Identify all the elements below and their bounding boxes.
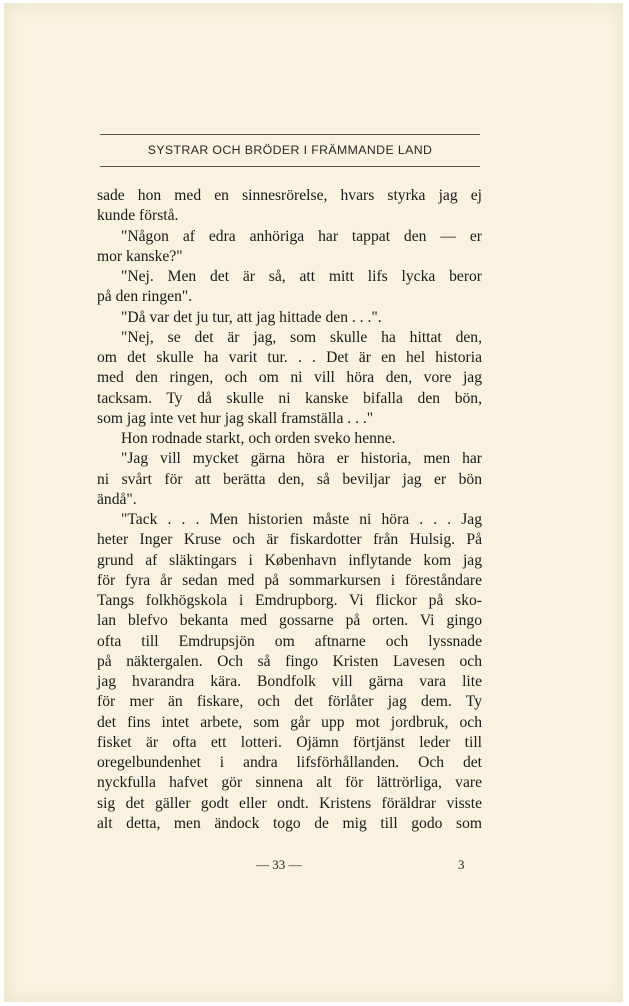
running-header: SYSTRAR OCH BRÖDER I FRÄMMANDE LAND xyxy=(147,143,433,157)
text-line: "Då var det ju tur, att jag hittade den . . .". xyxy=(121,308,382,326)
text-line: heter Inger Kruse och är fiskardotter från Hulsig. På xyxy=(97,531,482,549)
text-line: fisket är ofta ett lotteri. Ojämn förtjänst leder till xyxy=(97,733,482,751)
text-line: Hon rodnade starkt, och orden sveko henne. xyxy=(121,430,396,447)
text-line: "Jag vill mycket gärna höra er historia, men har xyxy=(121,450,482,468)
text-line: jag hvarandra kära. Bondfolk vill gärna vara lite xyxy=(97,673,482,690)
text-line: ni svårt för att berätta den, så beviljar jag er bön xyxy=(97,470,482,488)
text-line: på näktergalen. Och så fingo Kristen Lavesen och xyxy=(97,652,482,670)
text-line: oregelbundenhet i andra lifsförhållanden. Och det xyxy=(97,754,482,771)
text-line: med den ringen, och om ni vill höra den, vore jag xyxy=(97,369,482,387)
body-text xyxy=(97,186,482,834)
text-line: ofta till Emdrupsjön om aftnarne och lyssnade xyxy=(97,632,482,650)
text-line: nyckfulla hafvet gör sinnena alt för lättrörliga, vare xyxy=(97,774,482,792)
text-line: Tangs folkhögskola i Emdrupborg. Vi flickor på sko- xyxy=(97,592,482,609)
text-line: lan blefvo bekanta med gossarne på orten. Vi gingo xyxy=(97,612,482,630)
text-line: kunde förstå. xyxy=(97,207,179,225)
text-line: om det skulle ha varit tur. . . Det är en hel historia xyxy=(97,349,482,366)
text-line: sig det gäller godt eller ondt. Kristens föräldrar visste xyxy=(97,794,482,812)
text-line: det fins intet arbete, som går upp mot jordbruk, och xyxy=(97,713,482,731)
text-line: tacksam. Ty då skulle ni kanske bifalla den bön, xyxy=(97,389,482,407)
book-page xyxy=(4,3,623,1002)
text-line: "Någon af edra anhöriga har tappat den — er xyxy=(121,227,482,245)
text-line: "Tack . . . Men historien måste ni höra . . . Jag xyxy=(121,511,482,528)
text-line: alt detta, men ändock togo de mig till godo som xyxy=(97,814,482,832)
page-number: — 33 — xyxy=(256,857,302,872)
signature-mark: 3 xyxy=(458,857,465,872)
text-line: för fyra år sedan med på sommarkursen i föreståndare xyxy=(97,571,482,589)
text-line: "Nej. Men det är så, att mitt lifs lycka beror xyxy=(121,268,482,285)
header-rule-top xyxy=(100,134,480,135)
text-line: ändå". xyxy=(97,490,137,508)
header-rule-bottom xyxy=(100,166,480,167)
text-line: för mer än fiskare, och det förlåter jag dem. Ty xyxy=(97,693,482,711)
text-line: "Nej, se det är jag, som skulle ha hittat den, xyxy=(121,328,482,346)
text-line: på den ringen". xyxy=(97,288,193,306)
text-line: sade hon med en sinnesrörelse, hvars styrka jag ej xyxy=(97,187,482,204)
text-line: som jag inte vet hur jag skall framställa . . ." xyxy=(97,409,374,427)
text-line: grund af släktingars i København inflytande kom jag xyxy=(97,551,482,569)
text-line: mor kanske?" xyxy=(97,247,183,265)
